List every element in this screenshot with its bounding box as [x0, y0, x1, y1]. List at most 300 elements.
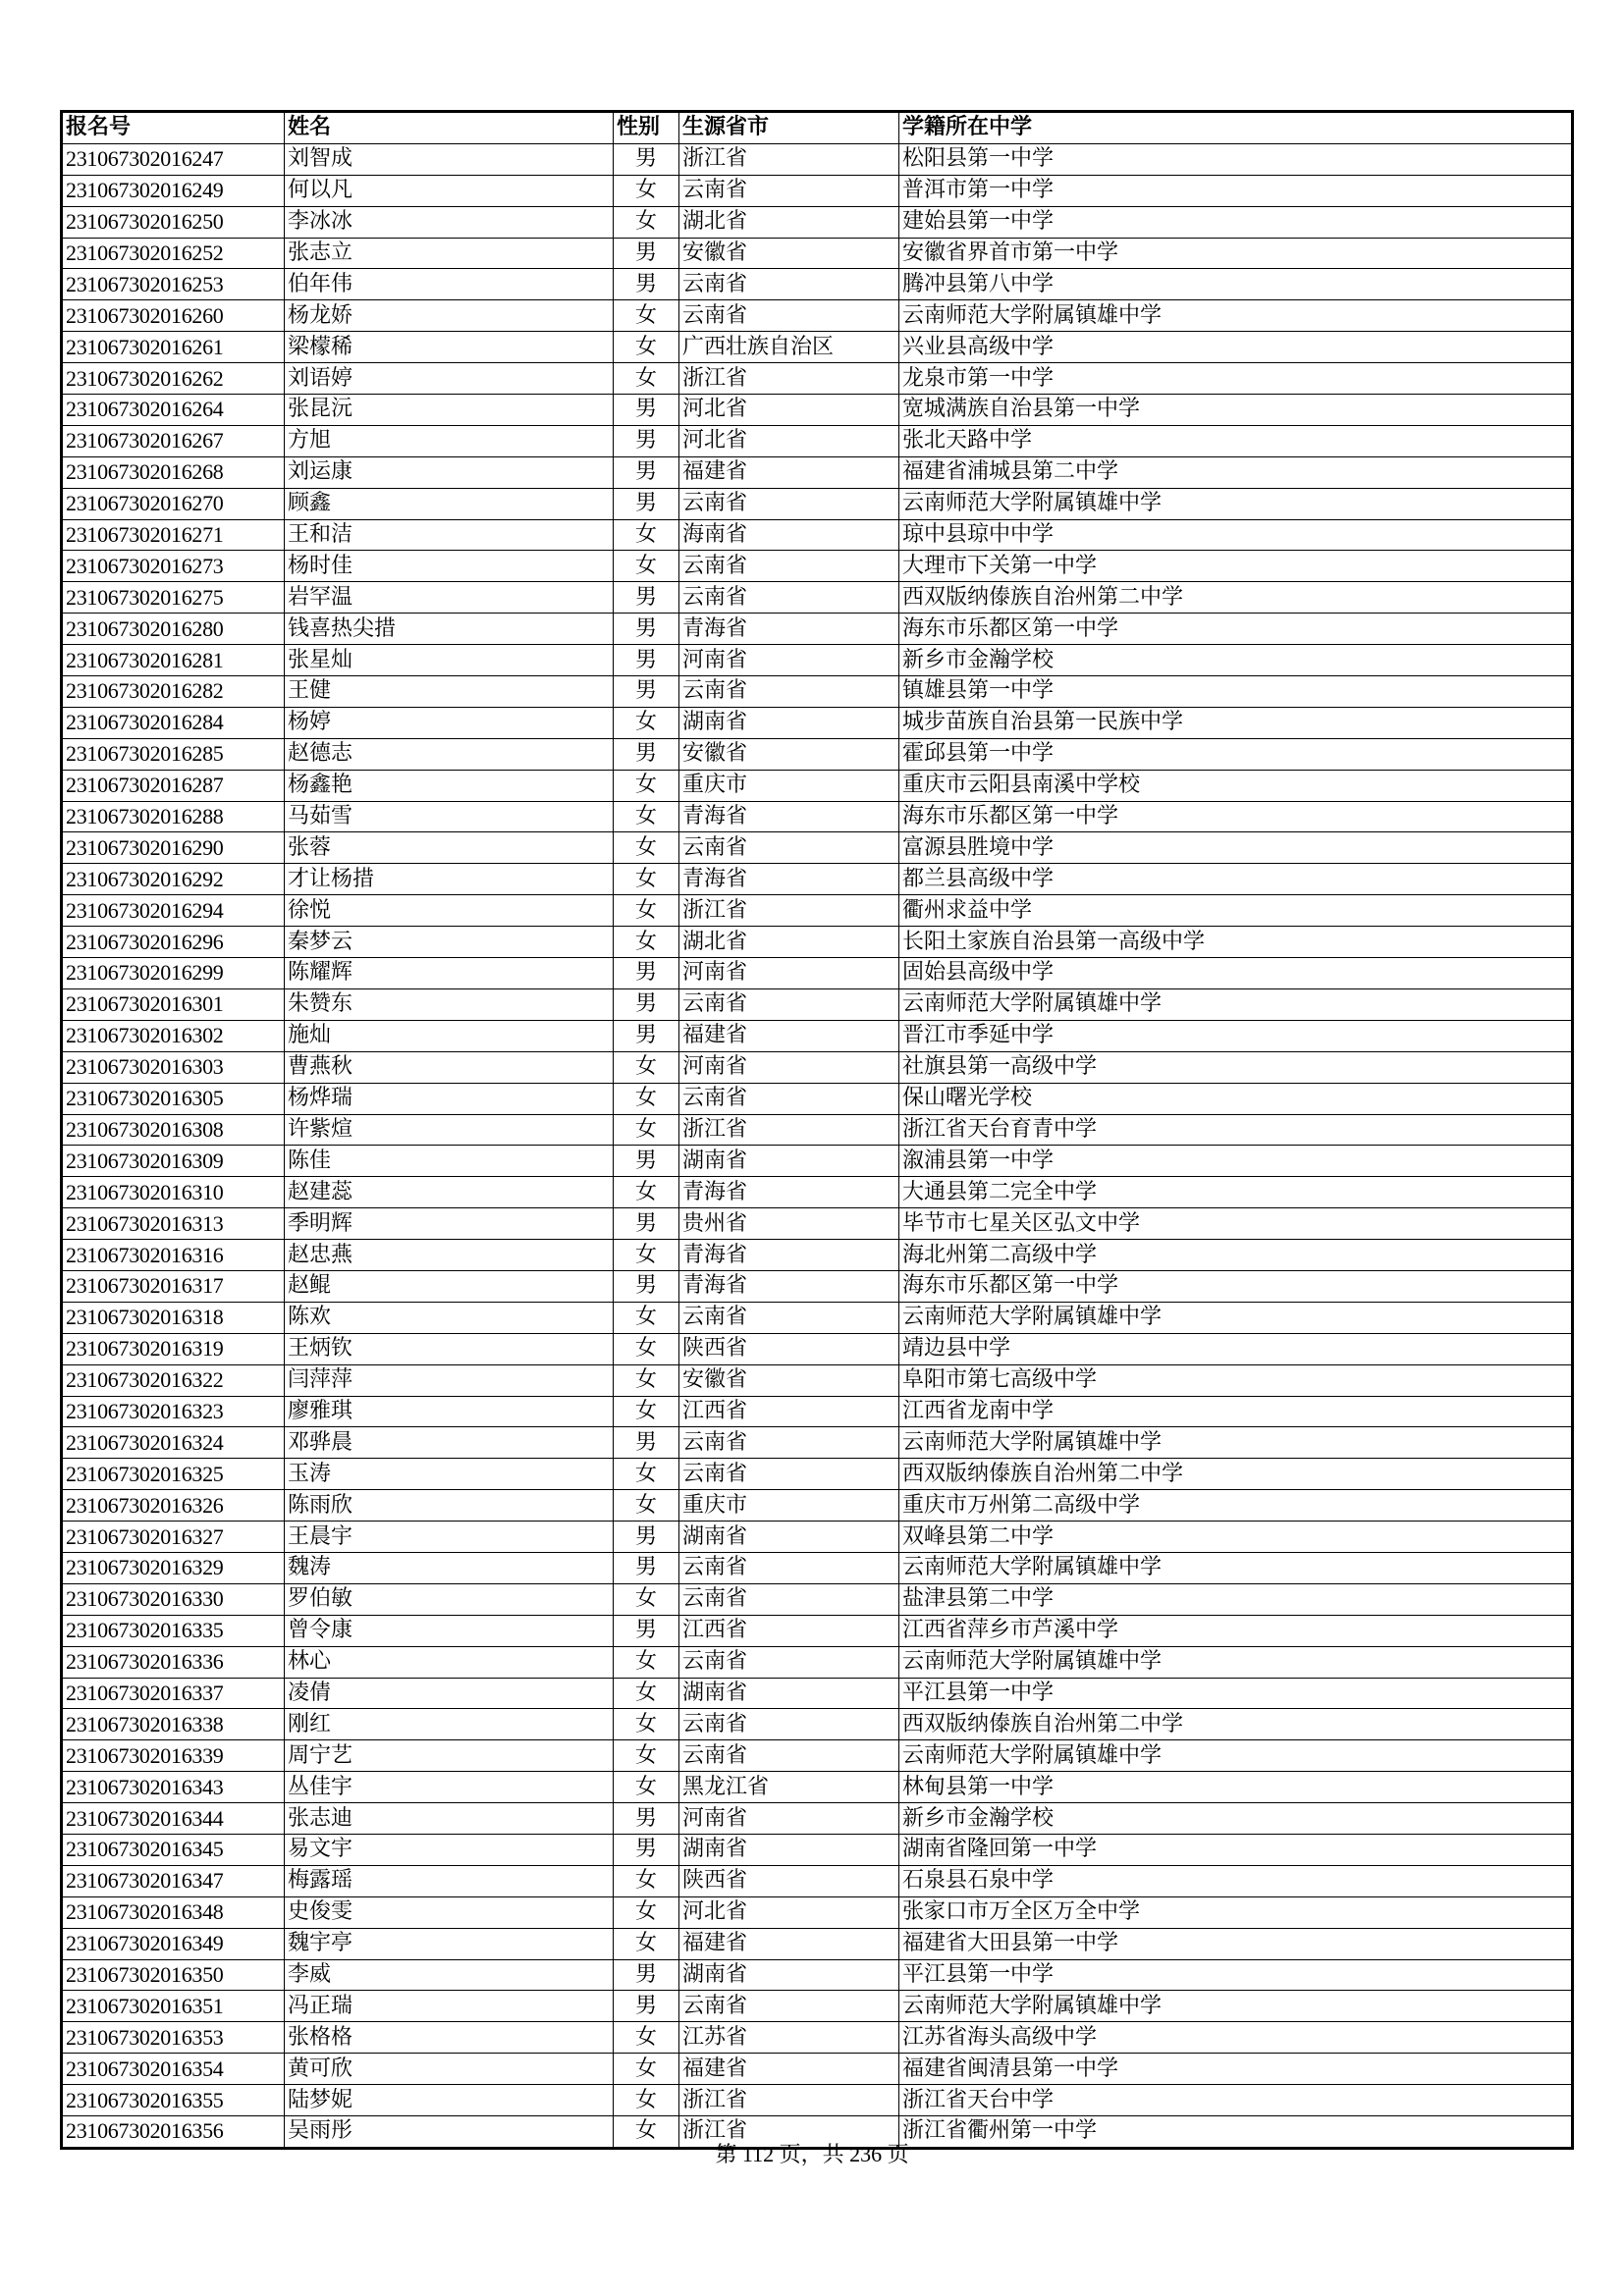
province-cell: 安徽省	[679, 238, 899, 269]
reg-no-cell: 231067302016301	[62, 988, 285, 1020]
name-cell: 张昆沅	[285, 395, 614, 426]
gender-cell: 男	[614, 738, 679, 770]
name-cell: 赵忠燕	[285, 1240, 614, 1271]
gender-cell: 女	[614, 895, 679, 927]
province-cell: 福建省	[679, 456, 899, 488]
gender-cell: 女	[614, 1083, 679, 1114]
province-cell: 河北省	[679, 1896, 899, 1928]
province-cell: 湖北省	[679, 206, 899, 238]
gender-cell: 女	[614, 2054, 679, 2085]
school-cell: 海东市乐都区第一中学	[899, 801, 1573, 832]
table-row	[62, 456, 1573, 488]
table-row	[62, 206, 1573, 238]
reg-no-cell: 231067302016303	[62, 1051, 285, 1083]
school-cell: 海东市乐都区第一中学	[899, 614, 1573, 645]
gender-cell: 女	[614, 707, 679, 738]
school-cell: 湖南省隆回第一中学	[899, 1834, 1573, 1865]
province-cell: 河南省	[679, 958, 899, 989]
name-cell: 赵建蕊	[285, 1177, 614, 1208]
province-cell: 黑龙江省	[679, 1772, 899, 1803]
school-cell: 林甸县第一中学	[899, 1772, 1573, 1803]
table-row	[62, 1396, 1573, 1427]
name-cell: 徐悦	[285, 895, 614, 927]
gender-cell: 女	[614, 1772, 679, 1803]
province-cell: 云南省	[679, 551, 899, 582]
reg-no-cell: 231067302016339	[62, 1740, 285, 1772]
gender-cell: 女	[614, 2022, 679, 2054]
gender-cell: 男	[614, 1270, 679, 1302]
gender-cell: 男	[614, 488, 679, 519]
school-cell: 浙江省衢州第一中学	[899, 2116, 1573, 2149]
table-row	[62, 988, 1573, 1020]
name-cell: 岩罕温	[285, 582, 614, 614]
province-cell: 云南省	[679, 1083, 899, 1114]
school-cell: 大通县第二完全中学	[899, 1177, 1573, 1208]
reg-no-cell: 231067302016343	[62, 1772, 285, 1803]
province-cell: 河北省	[679, 425, 899, 456]
gender-cell: 女	[614, 1490, 679, 1522]
gender-cell: 男	[614, 1552, 679, 1583]
school-cell: 松阳县第一中学	[899, 143, 1573, 175]
reg-no-cell: 231067302016319	[62, 1333, 285, 1364]
table-row	[62, 395, 1573, 426]
table-row	[62, 1177, 1573, 1208]
school-cell: 江西省萍乡市芦溪中学	[899, 1615, 1573, 1646]
gender-cell: 男	[614, 425, 679, 456]
province-cell: 河北省	[679, 395, 899, 426]
reg-no-cell: 231067302016249	[62, 175, 285, 206]
school-cell: 富源县胜境中学	[899, 832, 1573, 864]
reg-no-cell: 231067302016267	[62, 425, 285, 456]
school-cell: 城步苗族自治县第一民族中学	[899, 707, 1573, 738]
name-cell: 梅露瑶	[285, 1865, 614, 1896]
province-cell: 河南省	[679, 645, 899, 676]
reg-no-cell: 231067302016353	[62, 2022, 285, 2054]
name-cell: 魏宇亭	[285, 1928, 614, 1959]
name-cell: 马茹雪	[285, 801, 614, 832]
name-cell: 陈耀辉	[285, 958, 614, 989]
gender-cell: 女	[614, 801, 679, 832]
name-cell: 杨龙娇	[285, 300, 614, 332]
school-cell: 双峰县第二中学	[899, 1522, 1573, 1553]
gender-cell: 男	[614, 614, 679, 645]
province-cell: 安徽省	[679, 1364, 899, 1396]
table-row	[62, 1709, 1573, 1740]
reg-no-cell: 231067302016348	[62, 1896, 285, 1928]
province-cell: 青海省	[679, 801, 899, 832]
gender-cell: 男	[614, 1146, 679, 1177]
table-row	[62, 488, 1573, 519]
province-cell: 浙江省	[679, 363, 899, 395]
gender-cell: 女	[614, 1865, 679, 1896]
table-row	[62, 1678, 1573, 1709]
gender-cell: 男	[614, 143, 679, 175]
name-cell: 刚红	[285, 1709, 614, 1740]
reg-no-cell: 231067302016294	[62, 895, 285, 927]
reg-no-cell: 231067302016330	[62, 1583, 285, 1615]
reg-no-cell: 231067302016355	[62, 2085, 285, 2116]
gender-cell: 女	[614, 864, 679, 895]
reg-no-cell: 231067302016302	[62, 1020, 285, 1051]
school-cell: 琼中县琼中中学	[899, 519, 1573, 551]
gender-cell: 男	[614, 1427, 679, 1459]
name-cell: 王炳钦	[285, 1333, 614, 1364]
name-cell: 王晨宇	[285, 1522, 614, 1553]
header-reg-no: 报名号	[62, 112, 285, 144]
gender-cell: 女	[614, 927, 679, 958]
reg-no-cell: 231067302016284	[62, 707, 285, 738]
page-footer: 第 112 页，共 236 页	[715, 2142, 909, 2166]
school-cell: 平江县第一中学	[899, 1959, 1573, 1991]
reg-no-cell: 231067302016350	[62, 1959, 285, 1991]
province-cell: 云南省	[679, 175, 899, 206]
name-cell: 朱赞东	[285, 988, 614, 1020]
gender-cell: 女	[614, 1896, 679, 1928]
gender-cell: 男	[614, 1208, 679, 1240]
table-row	[62, 238, 1573, 269]
school-cell: 保山曙光学校	[899, 1083, 1573, 1114]
reg-no-cell: 231067302016250	[62, 206, 285, 238]
province-cell: 浙江省	[679, 143, 899, 175]
table-row	[62, 1552, 1573, 1583]
school-cell: 新乡市金瀚学校	[899, 645, 1573, 676]
gender-cell: 女	[614, 1302, 679, 1333]
school-cell: 溆浦县第一中学	[899, 1146, 1573, 1177]
table-row	[62, 363, 1573, 395]
province-cell: 云南省	[679, 988, 899, 1020]
gender-cell: 女	[614, 2085, 679, 2116]
name-cell: 刘智成	[285, 143, 614, 175]
school-cell: 云南师范大学附属镇雄中学	[899, 1302, 1573, 1333]
province-cell: 重庆市	[679, 770, 899, 801]
province-cell: 福建省	[679, 1928, 899, 1959]
gender-cell: 女	[614, 770, 679, 801]
name-cell: 张志立	[285, 238, 614, 269]
province-cell: 江西省	[679, 1615, 899, 1646]
reg-no-cell: 231067302016282	[62, 676, 285, 708]
name-cell: 张志迪	[285, 1803, 614, 1835]
table-row	[62, 1459, 1573, 1490]
reg-no-cell: 231067302016351	[62, 1991, 285, 2022]
gender-cell: 男	[614, 395, 679, 426]
table-row	[62, 1051, 1573, 1083]
name-cell: 吴雨彤	[285, 2116, 614, 2149]
name-cell: 赵德志	[285, 738, 614, 770]
gender-cell: 男	[614, 269, 679, 300]
school-cell: 张北天路中学	[899, 425, 1573, 456]
school-cell: 西双版纳傣族自治州第二中学	[899, 1459, 1573, 1490]
province-cell: 福建省	[679, 2054, 899, 2085]
gender-cell: 女	[614, 1396, 679, 1427]
reg-no-cell: 231067302016327	[62, 1522, 285, 1553]
table-row	[62, 582, 1573, 614]
table-row	[62, 676, 1573, 708]
province-cell: 云南省	[679, 1427, 899, 1459]
table-row	[62, 1020, 1573, 1051]
province-cell: 云南省	[679, 1709, 899, 1740]
school-cell: 阜阳市第七高级中学	[899, 1364, 1573, 1396]
province-cell: 重庆市	[679, 1490, 899, 1522]
gender-cell: 女	[614, 1364, 679, 1396]
school-cell: 社旗县第一高级中学	[899, 1051, 1573, 1083]
reg-no-cell: 231067302016268	[62, 456, 285, 488]
name-cell: 王健	[285, 676, 614, 708]
name-cell: 邓骅晨	[285, 1427, 614, 1459]
school-cell: 云南师范大学附属镇雄中学	[899, 300, 1573, 332]
gender-cell: 女	[614, 300, 679, 332]
reg-no-cell: 231067302016260	[62, 300, 285, 332]
province-cell: 云南省	[679, 582, 899, 614]
province-cell: 浙江省	[679, 895, 899, 927]
gender-cell: 男	[614, 958, 679, 989]
province-cell: 浙江省	[679, 2116, 899, 2149]
reg-no-cell: 231067302016275	[62, 582, 285, 614]
school-cell: 云南师范大学附属镇雄中学	[899, 1646, 1573, 1678]
province-cell: 云南省	[679, 1302, 899, 1333]
name-cell: 张星灿	[285, 645, 614, 676]
gender-cell: 女	[614, 332, 679, 363]
province-cell: 福建省	[679, 1020, 899, 1051]
province-cell: 云南省	[679, 1646, 899, 1678]
table-row	[62, 143, 1573, 175]
name-cell: 秦梦云	[285, 927, 614, 958]
table-row	[62, 1615, 1573, 1646]
reg-no-cell: 231067302016318	[62, 1302, 285, 1333]
school-cell: 毕节市七星关区弘文中学	[899, 1208, 1573, 1240]
table-row	[62, 1522, 1573, 1553]
reg-no-cell: 231067302016292	[62, 864, 285, 895]
table-row	[62, 895, 1573, 927]
table-row	[62, 1208, 1573, 1240]
table-row	[62, 1427, 1573, 1459]
table-header-row	[62, 112, 1573, 144]
gender-cell: 男	[614, 988, 679, 1020]
school-cell: 固始县高级中学	[899, 958, 1573, 989]
school-cell: 西双版纳傣族自治州第二中学	[899, 582, 1573, 614]
name-cell: 许紫煊	[285, 1114, 614, 1146]
table-row	[62, 958, 1573, 989]
province-cell: 浙江省	[679, 1114, 899, 1146]
table-row	[62, 269, 1573, 300]
gender-cell: 男	[614, 1020, 679, 1051]
gender-cell: 女	[614, 1678, 679, 1709]
school-cell: 盐津县第二中学	[899, 1583, 1573, 1615]
reg-no-cell: 231067302016281	[62, 645, 285, 676]
gender-cell: 女	[614, 832, 679, 864]
reg-no-cell: 231067302016354	[62, 2054, 285, 2085]
header-school: 学籍所在中学	[899, 112, 1573, 144]
reg-no-cell: 231067302016296	[62, 927, 285, 958]
reg-no-cell: 231067302016356	[62, 2116, 285, 2149]
header-province: 生源省市	[679, 112, 899, 144]
gender-cell: 女	[614, 1051, 679, 1083]
school-cell: 建始县第一中学	[899, 206, 1573, 238]
school-cell: 龙泉市第一中学	[899, 363, 1573, 395]
name-cell: 杨鑫艳	[285, 770, 614, 801]
name-cell: 钱喜热尖措	[285, 614, 614, 645]
province-cell: 云南省	[679, 832, 899, 864]
reg-no-cell: 231067302016338	[62, 1709, 285, 1740]
reg-no-cell: 231067302016323	[62, 1396, 285, 1427]
gender-cell: 女	[614, 519, 679, 551]
gender-cell: 男	[614, 676, 679, 708]
school-cell: 江西省龙南中学	[899, 1396, 1573, 1427]
school-cell: 安徽省界首市第一中学	[899, 238, 1573, 269]
name-cell: 罗伯敏	[285, 1583, 614, 1615]
table-row	[62, 927, 1573, 958]
gender-cell: 女	[614, 1583, 679, 1615]
name-cell: 季明辉	[285, 1208, 614, 1240]
table-row	[62, 175, 1573, 206]
school-cell: 海北州第二高级中学	[899, 1240, 1573, 1271]
province-cell: 湖南省	[679, 1678, 899, 1709]
table-row	[62, 1302, 1573, 1333]
gender-cell: 女	[614, 1740, 679, 1772]
name-cell: 魏涛	[285, 1552, 614, 1583]
gender-cell: 男	[614, 1959, 679, 1991]
reg-no-cell: 231067302016264	[62, 395, 285, 426]
name-cell: 张格格	[285, 2022, 614, 2054]
reg-no-cell: 231067302016316	[62, 1240, 285, 1271]
table-row	[62, 1114, 1573, 1146]
reg-no-cell: 231067302016262	[62, 363, 285, 395]
gender-cell: 男	[614, 1522, 679, 1553]
province-cell: 海南省	[679, 519, 899, 551]
reg-no-cell: 231067302016324	[62, 1427, 285, 1459]
name-cell: 杨烨瑞	[285, 1083, 614, 1114]
name-cell: 伯年伟	[285, 269, 614, 300]
table-row	[62, 1803, 1573, 1835]
table-row	[62, 1772, 1573, 1803]
school-cell: 江苏省海头高级中学	[899, 2022, 1573, 2054]
name-cell: 陈佳	[285, 1146, 614, 1177]
table-row	[62, 425, 1573, 456]
school-cell: 都兰县高级中学	[899, 864, 1573, 895]
table-row	[62, 1333, 1573, 1364]
reg-no-cell: 231067302016308	[62, 1114, 285, 1146]
school-cell: 云南师范大学附属镇雄中学	[899, 1740, 1573, 1772]
reg-no-cell: 231067302016305	[62, 1083, 285, 1114]
province-cell: 云南省	[679, 300, 899, 332]
name-cell: 王和洁	[285, 519, 614, 551]
province-cell: 安徽省	[679, 738, 899, 770]
table-row	[62, 332, 1573, 363]
school-cell: 石泉县石泉中学	[899, 1865, 1573, 1896]
name-cell: 刘语婷	[285, 363, 614, 395]
name-cell: 何以凡	[285, 175, 614, 206]
table-row	[62, 1740, 1573, 1772]
reg-no-cell: 231067302016326	[62, 1490, 285, 1522]
province-cell: 江西省	[679, 1396, 899, 1427]
province-cell: 贵州省	[679, 1208, 899, 1240]
province-cell: 云南省	[679, 1991, 899, 2022]
reg-no-cell: 231067302016325	[62, 1459, 285, 1490]
reg-no-cell: 231067302016309	[62, 1146, 285, 1177]
table-row	[62, 1270, 1573, 1302]
reg-no-cell: 231067302016270	[62, 488, 285, 519]
school-cell: 重庆市云阳县南溪中学校	[899, 770, 1573, 801]
school-cell: 福建省大田县第一中学	[899, 1928, 1573, 1959]
school-cell: 兴业县高级中学	[899, 332, 1573, 363]
gender-cell: 女	[614, 1459, 679, 1490]
reg-no-cell: 231067302016253	[62, 269, 285, 300]
name-cell: 周宁艺	[285, 1740, 614, 1772]
school-cell: 云南师范大学附属镇雄中学	[899, 1427, 1573, 1459]
school-cell: 云南师范大学附属镇雄中学	[899, 988, 1573, 1020]
reg-no-cell: 231067302016252	[62, 238, 285, 269]
reg-no-cell: 231067302016247	[62, 143, 285, 175]
reg-no-cell: 231067302016280	[62, 614, 285, 645]
province-cell: 青海省	[679, 1177, 899, 1208]
school-cell: 靖边县中学	[899, 1333, 1573, 1364]
gender-cell: 女	[614, 1114, 679, 1146]
name-cell: 林心	[285, 1646, 614, 1678]
table-row	[62, 614, 1573, 645]
province-cell: 陕西省	[679, 1865, 899, 1896]
name-cell: 刘运康	[285, 456, 614, 488]
school-cell: 云南师范大学附属镇雄中学	[899, 1552, 1573, 1583]
school-cell: 海东市乐都区第一中学	[899, 1270, 1573, 1302]
gender-cell: 男	[614, 1834, 679, 1865]
reg-no-cell: 231067302016299	[62, 958, 285, 989]
gender-cell: 女	[614, 1240, 679, 1271]
name-cell: 张蓉	[285, 832, 614, 864]
reg-no-cell: 231067302016285	[62, 738, 285, 770]
table-row	[62, 1834, 1573, 1865]
province-cell: 青海省	[679, 864, 899, 895]
province-cell: 湖南省	[679, 1959, 899, 1991]
name-cell: 梁檬稀	[285, 332, 614, 363]
province-cell: 河南省	[679, 1803, 899, 1835]
school-cell: 长阳土家族自治县第一高级中学	[899, 927, 1573, 958]
name-cell: 施灿	[285, 1020, 614, 1051]
reg-no-cell: 231067302016287	[62, 770, 285, 801]
name-cell: 闫萍萍	[285, 1364, 614, 1396]
table-row	[62, 1083, 1573, 1114]
gender-cell: 女	[614, 363, 679, 395]
name-cell: 方旭	[285, 425, 614, 456]
name-cell: 才让杨措	[285, 864, 614, 895]
name-cell: 曹燕秋	[285, 1051, 614, 1083]
school-cell: 福建省浦城县第二中学	[899, 456, 1573, 488]
name-cell: 廖雅琪	[285, 1396, 614, 1427]
table-row	[62, 770, 1573, 801]
school-cell: 霍邱县第一中学	[899, 738, 1573, 770]
gender-cell: 男	[614, 1803, 679, 1835]
reg-no-cell: 231067302016347	[62, 1865, 285, 1896]
table-row	[62, 1991, 1573, 2022]
province-cell: 湖南省	[679, 1834, 899, 1865]
name-cell: 顾鑫	[285, 488, 614, 519]
reg-no-cell: 231067302016329	[62, 1552, 285, 1583]
table-row	[62, 1364, 1573, 1396]
reg-no-cell: 231067302016290	[62, 832, 285, 864]
table-row	[62, 1240, 1573, 1271]
province-cell: 云南省	[679, 488, 899, 519]
reg-no-cell: 231067302016337	[62, 1678, 285, 1709]
table-row	[62, 738, 1573, 770]
province-cell: 湖南省	[679, 1522, 899, 1553]
table-row	[62, 645, 1573, 676]
province-cell: 浙江省	[679, 2085, 899, 2116]
gender-cell: 女	[614, 206, 679, 238]
reg-no-cell: 231067302016310	[62, 1177, 285, 1208]
name-cell: 凌倩	[285, 1678, 614, 1709]
school-cell: 云南师范大学附属镇雄中学	[899, 488, 1573, 519]
table-row	[62, 2054, 1573, 2085]
gender-cell: 女	[614, 1333, 679, 1364]
reg-no-cell: 231067302016349	[62, 1928, 285, 1959]
